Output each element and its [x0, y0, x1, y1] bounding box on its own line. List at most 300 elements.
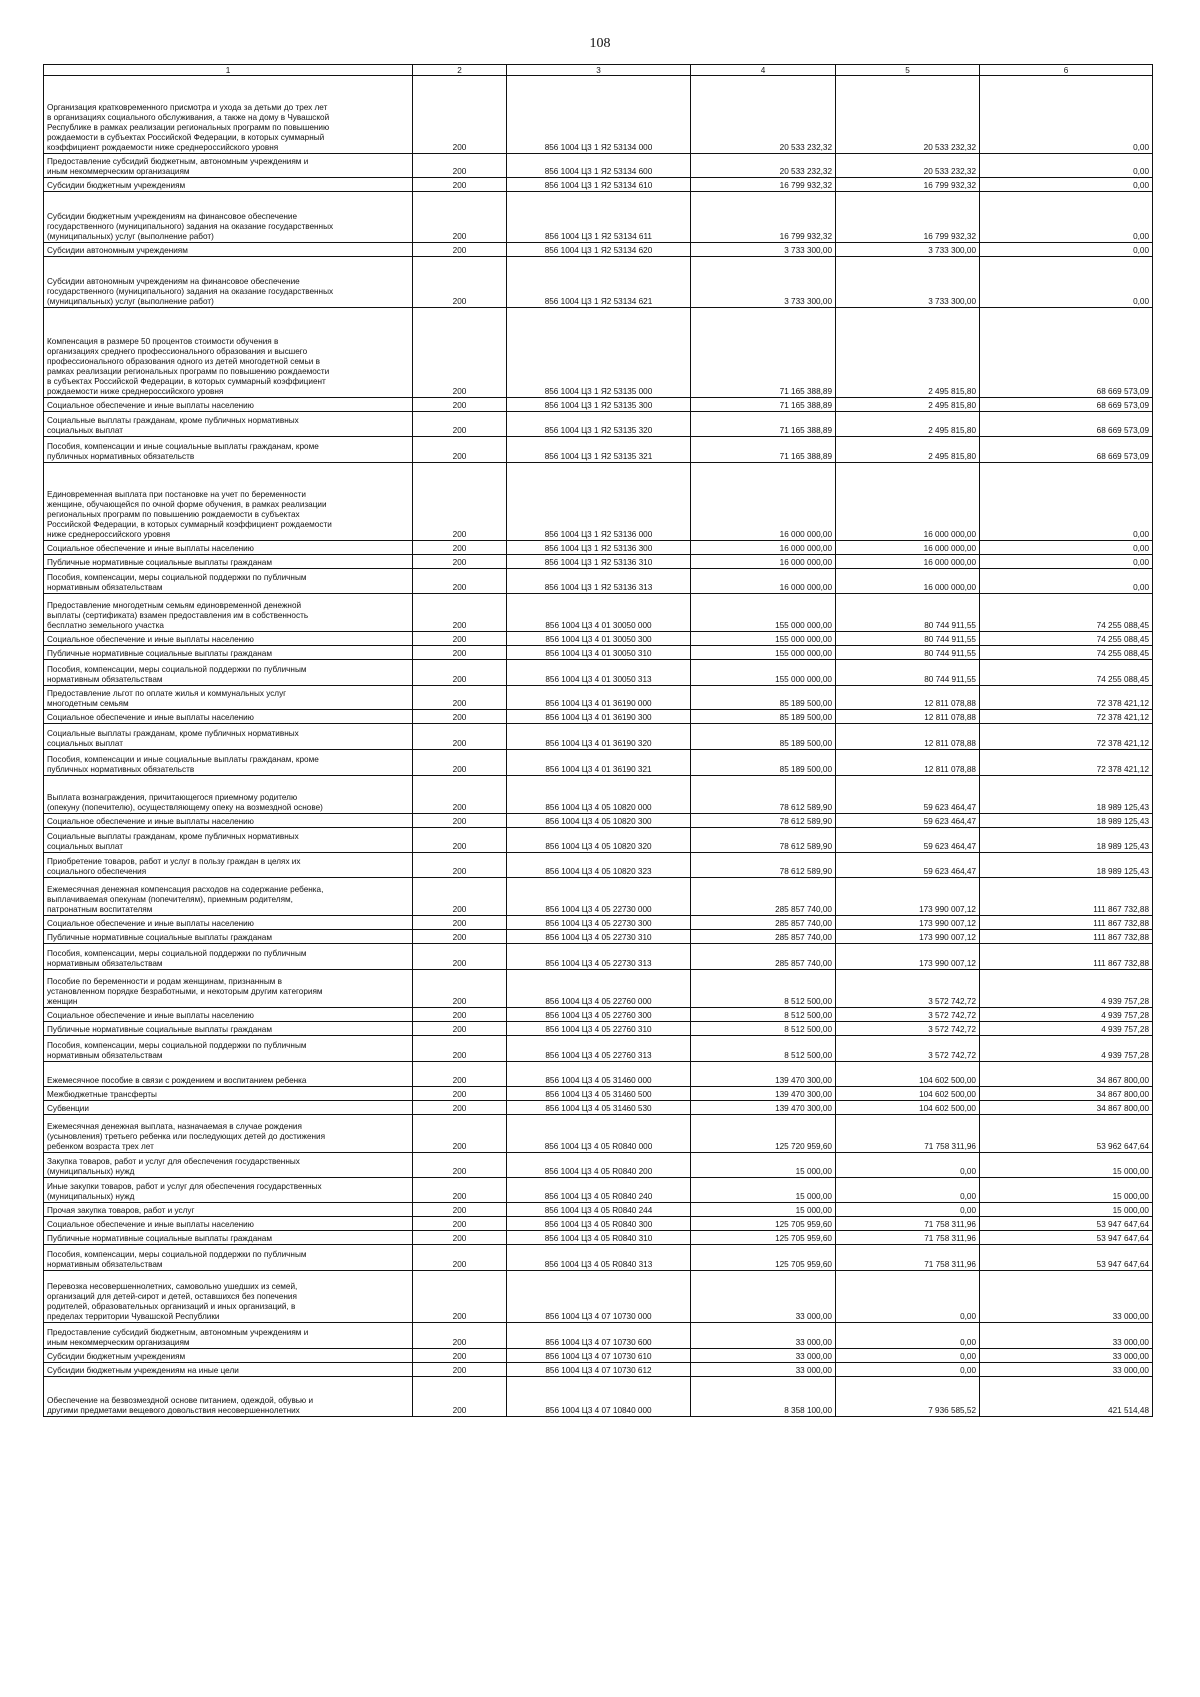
row-approved-cell: 139 470 300,00 — [691, 1087, 836, 1101]
row-kbk-cell: 856 1004 Ц3 4 05 R0840 310 — [507, 1231, 691, 1245]
row-remaining-cell: 15 000,00 — [980, 1178, 1153, 1203]
row-code-cell: 200 — [413, 814, 507, 828]
row-name-cell: Социальное обеспечение и иные выплаты населению — [44, 1217, 413, 1231]
table-row — [44, 1115, 1153, 1153]
table-row — [44, 243, 1153, 257]
row-name-cell: Пособия, компенсации, меры социальной поддержки по публичным нормативным обязательствам — [44, 569, 413, 594]
table-row — [44, 1217, 1153, 1231]
row-name-cell: Субсидии бюджетным учреждениям — [44, 178, 413, 192]
row-approved-cell: 71 165 388,89 — [691, 412, 836, 437]
table-row — [44, 541, 1153, 555]
row-remaining-cell: 72 378 421,12 — [980, 710, 1153, 724]
row-approved-cell: 8 512 500,00 — [691, 1036, 836, 1062]
row-approved-cell: 8 358 100,00 — [691, 1377, 836, 1417]
row-remaining-cell: 18 989 125,43 — [980, 853, 1153, 878]
table-row — [44, 1349, 1153, 1363]
table-row — [44, 463, 1153, 541]
table-row — [44, 632, 1153, 646]
row-remaining-cell: 72 378 421,12 — [980, 686, 1153, 710]
row-kbk-cell: 856 1004 Ц3 4 05 22730 310 — [507, 930, 691, 944]
row-kbk-cell: 856 1004 Ц3 4 05 10820 323 — [507, 853, 691, 878]
row-name-cell: Пособия, компенсации, меры социальной поддержки по публичным нормативным обязательствам — [44, 660, 413, 686]
row-approved-cell: 15 000,00 — [691, 1178, 836, 1203]
row-executed-cell: 20 533 232,32 — [836, 76, 980, 154]
row-name-cell: Субсидии бюджетным учреждениям на иные цели — [44, 1363, 413, 1377]
row-approved-cell: 85 189 500,00 — [691, 686, 836, 710]
row-remaining-cell: 0,00 — [980, 463, 1153, 541]
table-row — [44, 1363, 1153, 1377]
row-approved-cell: 125 720 959,60 — [691, 1115, 836, 1153]
row-name-cell: Прочая закупка товаров, работ и услуг — [44, 1203, 413, 1217]
row-executed-cell: 0,00 — [836, 1323, 980, 1349]
row-code-cell: 200 — [413, 1062, 507, 1087]
row-remaining-cell: 111 867 732,88 — [980, 930, 1153, 944]
row-name-cell: Субсидии автономным учреждениям — [44, 243, 413, 257]
row-name-cell: Социальное обеспечение и иные выплаты населению — [44, 1008, 413, 1022]
row-remaining-cell: 4 939 757,28 — [980, 970, 1153, 1008]
row-approved-cell: 20 533 232,32 — [691, 76, 836, 154]
row-executed-cell: 20 533 232,32 — [836, 154, 980, 178]
row-approved-cell: 285 857 740,00 — [691, 930, 836, 944]
row-remaining-cell: 72 378 421,12 — [980, 750, 1153, 776]
row-kbk-cell: 856 1004 Ц3 4 05 31460 500 — [507, 1087, 691, 1101]
row-approved-cell: 71 165 388,89 — [691, 398, 836, 412]
table-row — [44, 878, 1153, 916]
row-code-cell: 200 — [413, 412, 507, 437]
row-kbk-cell: 856 1004 Ц3 4 05 31460 530 — [507, 1101, 691, 1115]
row-kbk-cell: 856 1004 Ц3 4 07 10730 000 — [507, 1271, 691, 1323]
row-code-cell: 200 — [413, 398, 507, 412]
row-approved-cell: 125 705 959,60 — [691, 1231, 836, 1245]
row-code-cell: 200 — [413, 930, 507, 944]
row-kbk-cell: 856 1004 Ц3 1 Я2 53136 310 — [507, 555, 691, 569]
row-name-cell: Ежемесячная денежная компенсация расходов на содержание ребенка, выплачиваемая опекунам (попечителям), приемным родителям, патронатным воспитателям — [44, 878, 413, 916]
table-row — [44, 776, 1153, 814]
row-code-cell: 200 — [413, 646, 507, 660]
row-code-cell: 200 — [413, 1101, 507, 1115]
table-row — [44, 437, 1153, 463]
table-row — [44, 1022, 1153, 1036]
row-executed-cell: 3 733 300,00 — [836, 257, 980, 308]
row-code-cell: 200 — [413, 660, 507, 686]
row-executed-cell: 3 733 300,00 — [836, 243, 980, 257]
row-approved-cell: 8 512 500,00 — [691, 1008, 836, 1022]
row-code-cell: 200 — [413, 1217, 507, 1231]
row-executed-cell: 3 572 742,72 — [836, 970, 980, 1008]
row-executed-cell: 12 811 078,88 — [836, 724, 980, 750]
table-row — [44, 724, 1153, 750]
row-remaining-cell: 53 947 647,64 — [980, 1245, 1153, 1271]
row-name-cell: Социальные выплаты гражданам, кроме публичных нормативных социальных выплат — [44, 828, 413, 853]
row-kbk-cell: 856 1004 Ц3 4 05 10820 320 — [507, 828, 691, 853]
row-approved-cell: 85 189 500,00 — [691, 724, 836, 750]
row-name-cell: Закупка товаров, работ и услуг для обеспечения государственных (муниципальных) нужд — [44, 1153, 413, 1178]
table-row — [44, 660, 1153, 686]
row-kbk-cell: 856 1004 Ц3 1 Я2 53136 300 — [507, 541, 691, 555]
row-approved-cell: 33 000,00 — [691, 1363, 836, 1377]
row-kbk-cell: 856 1004 Ц3 4 05 R0840 313 — [507, 1245, 691, 1271]
row-code-cell: 200 — [413, 437, 507, 463]
row-name-cell: Публичные нормативные социальные выплаты гражданам — [44, 555, 413, 569]
row-name-cell: Предоставление льгот по оплате жилья и коммунальных услуг многодетным семьям — [44, 686, 413, 710]
row-kbk-cell: 856 1004 Ц3 1 Я2 53134 600 — [507, 154, 691, 178]
row-executed-cell: 59 623 464,47 — [836, 853, 980, 878]
row-approved-cell: 85 189 500,00 — [691, 710, 836, 724]
row-executed-cell: 16 799 932,32 — [836, 178, 980, 192]
table-row — [44, 1036, 1153, 1062]
table-row — [44, 828, 1153, 853]
table-row — [44, 594, 1153, 632]
row-executed-cell: 12 811 078,88 — [836, 750, 980, 776]
row-approved-cell: 33 000,00 — [691, 1349, 836, 1363]
row-name-cell: Социальное обеспечение и иные выплаты населению — [44, 916, 413, 930]
row-name-cell: Публичные нормативные социальные выплаты гражданам — [44, 646, 413, 660]
row-executed-cell: 16 799 932,32 — [836, 192, 980, 243]
row-code-cell: 200 — [413, 1022, 507, 1036]
row-code-cell: 200 — [413, 1087, 507, 1101]
row-kbk-cell: 856 1004 Ц3 4 01 30050 000 — [507, 594, 691, 632]
row-executed-cell: 71 758 311,96 — [836, 1115, 980, 1153]
table-row — [44, 814, 1153, 828]
row-name-cell: Субсидии автономным учреждениям на финансовое обеспечение государственного (муниципального) задания на оказание государственных (муниципальных) услуг (выполнение работ) — [44, 257, 413, 308]
row-code-cell: 200 — [413, 970, 507, 1008]
row-executed-cell: 0,00 — [836, 1153, 980, 1178]
row-executed-cell: 104 602 500,00 — [836, 1087, 980, 1101]
row-name-cell: Социальное обеспечение и иные выплаты населению — [44, 710, 413, 724]
row-kbk-cell: 856 1004 Ц3 4 05 R0840 244 — [507, 1203, 691, 1217]
row-approved-cell: 20 533 232,32 — [691, 154, 836, 178]
row-code-cell: 200 — [413, 1115, 507, 1153]
row-approved-cell: 285 857 740,00 — [691, 916, 836, 930]
row-remaining-cell: 33 000,00 — [980, 1323, 1153, 1349]
row-approved-cell: 8 512 500,00 — [691, 970, 836, 1008]
row-remaining-cell: 15 000,00 — [980, 1203, 1153, 1217]
row-name-cell: Социальное обеспечение и иные выплаты населению — [44, 814, 413, 828]
row-name-cell: Публичные нормативные социальные выплаты гражданам — [44, 1231, 413, 1245]
row-kbk-cell: 856 1004 Ц3 4 05 22730 000 — [507, 878, 691, 916]
row-executed-cell: 12 811 078,88 — [836, 710, 980, 724]
row-name-cell: Социальные выплаты гражданам, кроме публичных нормативных социальных выплат — [44, 412, 413, 437]
column-header-1: 1 — [44, 65, 413, 76]
table-row — [44, 916, 1153, 930]
table-row — [44, 1101, 1153, 1115]
row-approved-cell: 285 857 740,00 — [691, 944, 836, 970]
row-code-cell: 200 — [413, 178, 507, 192]
row-kbk-cell: 856 1004 Ц3 4 05 22760 300 — [507, 1008, 691, 1022]
table-body — [44, 76, 1153, 1417]
row-executed-cell: 173 990 007,12 — [836, 916, 980, 930]
table-row — [44, 944, 1153, 970]
row-approved-cell: 71 165 388,89 — [691, 308, 836, 398]
row-name-cell: Социальное обеспечение и иные выплаты населению — [44, 541, 413, 555]
table-row — [44, 1231, 1153, 1245]
row-approved-cell: 155 000 000,00 — [691, 660, 836, 686]
row-name-cell: Социальное обеспечение и иные выплаты населению — [44, 632, 413, 646]
row-kbk-cell: 856 1004 Ц3 4 07 10730 610 — [507, 1349, 691, 1363]
row-name-cell: Перевозка несовершеннолетних, самовольно ушедших из семей, организаций для детей-сирот и детей, оставшихся без попечения родителей, образовательных организаций и иных организаций, в пределах территории Чувашской Республики — [44, 1271, 413, 1323]
row-approved-cell: 16 000 000,00 — [691, 541, 836, 555]
table-row — [44, 750, 1153, 776]
row-executed-cell: 0,00 — [836, 1363, 980, 1377]
row-kbk-cell: 856 1004 Ц3 1 Я2 53134 620 — [507, 243, 691, 257]
row-code-cell: 200 — [413, 916, 507, 930]
row-approved-cell: 8 512 500,00 — [691, 1022, 836, 1036]
row-executed-cell: 2 495 815,80 — [836, 412, 980, 437]
row-kbk-cell: 856 1004 Ц3 4 05 R0840 240 — [507, 1178, 691, 1203]
row-approved-cell: 85 189 500,00 — [691, 750, 836, 776]
table-row — [44, 257, 1153, 308]
row-remaining-cell: 68 669 573,09 — [980, 412, 1153, 437]
row-name-cell: Межбюджетные трансферты — [44, 1087, 413, 1101]
row-kbk-cell: 856 1004 Ц3 4 05 22730 313 — [507, 944, 691, 970]
row-executed-cell: 104 602 500,00 — [836, 1101, 980, 1115]
row-name-cell: Организация кратковременного присмотра и ухода за детьми до трех лет в организациях социального обслуживания, а также на дому в Чувашской Республике в рамках реализации региональных программ по повышению рождаемости в субъектах Российской Федерации, в которых суммарный коэффициент рождаемости ниже среднероссийского уровня — [44, 76, 413, 154]
row-kbk-cell: 856 1004 Ц3 4 07 10730 600 — [507, 1323, 691, 1349]
table-row — [44, 398, 1153, 412]
table-row — [44, 686, 1153, 710]
row-kbk-cell: 856 1004 Ц3 4 05 10820 300 — [507, 814, 691, 828]
row-approved-cell: 78 612 589,90 — [691, 814, 836, 828]
row-approved-cell: 16 000 000,00 — [691, 463, 836, 541]
row-name-cell: Пособия, компенсации и иные социальные выплаты гражданам, кроме публичных нормативных обязательств — [44, 750, 413, 776]
row-remaining-cell: 68 669 573,09 — [980, 398, 1153, 412]
row-kbk-cell: 856 1004 Ц3 4 05 R0840 200 — [507, 1153, 691, 1178]
row-remaining-cell: 18 989 125,43 — [980, 828, 1153, 853]
row-remaining-cell: 34 867 800,00 — [980, 1087, 1153, 1101]
row-executed-cell: 173 990 007,12 — [836, 930, 980, 944]
row-executed-cell: 3 572 742,72 — [836, 1022, 980, 1036]
row-code-cell: 200 — [413, 710, 507, 724]
row-kbk-cell: 856 1004 Ц3 4 07 10840 000 — [507, 1377, 691, 1417]
table-row — [44, 412, 1153, 437]
row-executed-cell: 80 744 911,55 — [836, 632, 980, 646]
row-executed-cell: 7 936 585,52 — [836, 1377, 980, 1417]
row-remaining-cell: 68 669 573,09 — [980, 308, 1153, 398]
table-row — [44, 1178, 1153, 1203]
row-approved-cell: 16 000 000,00 — [691, 569, 836, 594]
column-numbers-row — [44, 65, 1153, 76]
row-code-cell: 200 — [413, 192, 507, 243]
row-kbk-cell: 856 1004 Ц3 4 05 22760 310 — [507, 1022, 691, 1036]
row-remaining-cell: 0,00 — [980, 76, 1153, 154]
row-remaining-cell: 111 867 732,88 — [980, 878, 1153, 916]
row-kbk-cell: 856 1004 Ц3 4 05 R0840 300 — [507, 1217, 691, 1231]
row-name-cell: Публичные нормативные социальные выплаты гражданам — [44, 1022, 413, 1036]
row-code-cell: 200 — [413, 555, 507, 569]
column-header-4: 4 — [691, 65, 836, 76]
row-approved-cell: 3 733 300,00 — [691, 243, 836, 257]
table-row — [44, 192, 1153, 243]
row-remaining-cell: 34 867 800,00 — [980, 1062, 1153, 1087]
row-executed-cell: 0,00 — [836, 1178, 980, 1203]
row-executed-cell: 0,00 — [836, 1271, 980, 1323]
row-approved-cell: 155 000 000,00 — [691, 646, 836, 660]
row-code-cell: 200 — [413, 878, 507, 916]
row-code-cell: 200 — [413, 569, 507, 594]
row-code-cell: 200 — [413, 1153, 507, 1178]
table-row — [44, 178, 1153, 192]
row-approved-cell: 16 799 932,32 — [691, 192, 836, 243]
row-name-cell: Обеспечение на безвозмездной основе питанием, одеждой, обувью и другими предметами вещевого довольствия несовершеннолетних — [44, 1377, 413, 1417]
row-remaining-cell: 74 255 088,45 — [980, 594, 1153, 632]
row-name-cell: Приобретение товаров, работ и услуг в пользу граждан в целях их социального обеспечения — [44, 853, 413, 878]
row-remaining-cell: 72 378 421,12 — [980, 724, 1153, 750]
row-executed-cell: 80 744 911,55 — [836, 646, 980, 660]
row-name-cell: Единовременная выплата при постановке на учет по беременности женщине, обучающейся по очной форме обучения, в рамках реализации региональных программ по повышению рождаемости в субъектах Российской Федерации, в которых суммарный коэффициент рождаемости ниже среднероссийского уровня — [44, 463, 413, 541]
row-code-cell: 200 — [413, 1245, 507, 1271]
row-remaining-cell: 68 669 573,09 — [980, 437, 1153, 463]
row-executed-cell: 59 623 464,47 — [836, 814, 980, 828]
row-executed-cell: 0,00 — [836, 1349, 980, 1363]
row-approved-cell: 16 799 932,32 — [691, 178, 836, 192]
row-executed-cell: 3 572 742,72 — [836, 1008, 980, 1022]
row-name-cell: Компенсация в размере 50 процентов стоимости обучения в организациях среднего профессионального образования и высшего профессионального образования одного из детей многодетной семьи в рамках реализации региональных программ по повышению рождаемости в субъектах Российской Федерации, в которых суммарный коэффициент рождаемости ниже среднероссийского уровня — [44, 308, 413, 398]
row-remaining-cell: 0,00 — [980, 569, 1153, 594]
row-code-cell: 200 — [413, 828, 507, 853]
row-approved-cell: 78 612 589,90 — [691, 776, 836, 814]
row-executed-cell: 3 572 742,72 — [836, 1036, 980, 1062]
row-code-cell: 200 — [413, 1323, 507, 1349]
row-name-cell: Пособие по беременности и родам женщинам, признанным в установленном порядке безработными, и некоторым другим категориям женщин — [44, 970, 413, 1008]
row-name-cell: Предоставление субсидий бюджетным, автономным учреждениям и иным некоммерческим организациям — [44, 1323, 413, 1349]
column-header-3: 3 — [507, 65, 691, 76]
row-name-cell: Социальное обеспечение и иные выплаты населению — [44, 398, 413, 412]
table-row — [44, 1323, 1153, 1349]
row-name-cell: Социальные выплаты гражданам, кроме публичных нормативных социальных выплат — [44, 724, 413, 750]
row-executed-cell: 104 602 500,00 — [836, 1062, 980, 1087]
row-remaining-cell: 33 000,00 — [980, 1271, 1153, 1323]
table-row — [44, 1271, 1153, 1323]
row-remaining-cell: 33 000,00 — [980, 1349, 1153, 1363]
row-name-cell: Ежемесячное пособие в связи с рождением и воспитанием ребенка — [44, 1062, 413, 1087]
row-remaining-cell: 33 000,00 — [980, 1363, 1153, 1377]
row-executed-cell: 71 758 311,96 — [836, 1231, 980, 1245]
table-row — [44, 970, 1153, 1008]
row-code-cell: 200 — [413, 1178, 507, 1203]
row-kbk-cell: 856 1004 Ц3 1 Я2 53134 621 — [507, 257, 691, 308]
row-kbk-cell: 856 1004 Ц3 1 Я2 53135 000 — [507, 308, 691, 398]
row-approved-cell: 139 470 300,00 — [691, 1062, 836, 1087]
row-name-cell: Субвенции — [44, 1101, 413, 1115]
row-code-cell: 200 — [413, 1271, 507, 1323]
row-kbk-cell: 856 1004 Ц3 4 01 36190 000 — [507, 686, 691, 710]
table-row — [44, 853, 1153, 878]
row-approved-cell: 33 000,00 — [691, 1323, 836, 1349]
row-approved-cell: 3 733 300,00 — [691, 257, 836, 308]
row-executed-cell: 71 758 311,96 — [836, 1217, 980, 1231]
row-kbk-cell: 856 1004 Ц3 4 05 R0840 000 — [507, 1115, 691, 1153]
table-row — [44, 1062, 1153, 1087]
row-code-cell: 200 — [413, 1008, 507, 1022]
row-remaining-cell: 4 939 757,28 — [980, 1008, 1153, 1022]
table-row — [44, 646, 1153, 660]
row-remaining-cell: 4 939 757,28 — [980, 1036, 1153, 1062]
table-row — [44, 710, 1153, 724]
row-remaining-cell: 0,00 — [980, 555, 1153, 569]
budget-table — [43, 64, 1153, 1417]
table-row — [44, 154, 1153, 178]
row-executed-cell: 16 000 000,00 — [836, 463, 980, 541]
row-executed-cell: 173 990 007,12 — [836, 878, 980, 916]
table-row — [44, 569, 1153, 594]
row-approved-cell: 78 612 589,90 — [691, 853, 836, 878]
row-code-cell: 200 — [413, 853, 507, 878]
row-executed-cell: 80 744 911,55 — [836, 660, 980, 686]
row-kbk-cell: 856 1004 Ц3 4 05 31460 000 — [507, 1062, 691, 1087]
column-header-2: 2 — [413, 65, 507, 76]
row-kbk-cell: 856 1004 Ц3 4 01 30050 310 — [507, 646, 691, 660]
row-executed-cell: 16 000 000,00 — [836, 555, 980, 569]
row-name-cell: Иные закупки товаров, работ и услуг для обеспечения государственных (муниципальных) нужд — [44, 1178, 413, 1203]
row-executed-cell: 2 495 815,80 — [836, 437, 980, 463]
row-kbk-cell: 856 1004 Ц3 1 Я2 53135 300 — [507, 398, 691, 412]
row-name-cell: Пособия, компенсации и иные социальные выплаты гражданам, кроме публичных нормативных обязательств — [44, 437, 413, 463]
row-kbk-cell: 856 1004 Ц3 1 Я2 53136 000 — [507, 463, 691, 541]
row-name-cell: Предоставление многодетным семьям единовременной денежной выплаты (сертификата) взамен предоставления им в собственность бесплатно земельного участка — [44, 594, 413, 632]
row-executed-cell: 12 811 078,88 — [836, 686, 980, 710]
row-approved-cell: 285 857 740,00 — [691, 878, 836, 916]
row-remaining-cell: 0,00 — [980, 243, 1153, 257]
row-approved-cell: 33 000,00 — [691, 1271, 836, 1323]
table-row — [44, 555, 1153, 569]
row-remaining-cell: 74 255 088,45 — [980, 646, 1153, 660]
row-code-cell: 200 — [413, 776, 507, 814]
row-approved-cell: 155 000 000,00 — [691, 632, 836, 646]
table-row — [44, 1087, 1153, 1101]
row-approved-cell: 139 470 300,00 — [691, 1101, 836, 1115]
row-remaining-cell: 111 867 732,88 — [980, 916, 1153, 930]
row-code-cell: 200 — [413, 463, 507, 541]
row-approved-cell: 15 000,00 — [691, 1153, 836, 1178]
row-kbk-cell: 856 1004 Ц3 4 05 22760 313 — [507, 1036, 691, 1062]
table-row — [44, 1203, 1153, 1217]
row-code-cell: 200 — [413, 1203, 507, 1217]
row-executed-cell: 173 990 007,12 — [836, 944, 980, 970]
row-code-cell: 200 — [413, 1377, 507, 1417]
page-number: 108 — [589, 36, 611, 51]
row-executed-cell: 80 744 911,55 — [836, 594, 980, 632]
row-remaining-cell: 0,00 — [980, 257, 1153, 308]
row-remaining-cell: 421 514,48 — [980, 1377, 1153, 1417]
row-remaining-cell: 0,00 — [980, 178, 1153, 192]
row-kbk-cell: 856 1004 Ц3 1 Я2 53134 611 — [507, 192, 691, 243]
row-kbk-cell: 856 1004 Ц3 4 01 36190 321 — [507, 750, 691, 776]
table-row — [44, 1008, 1153, 1022]
row-approved-cell: 125 705 959,60 — [691, 1245, 836, 1271]
row-kbk-cell: 856 1004 Ц3 4 05 22760 000 — [507, 970, 691, 1008]
row-code-cell: 200 — [413, 308, 507, 398]
row-code-cell: 200 — [413, 1231, 507, 1245]
row-remaining-cell: 53 947 647,64 — [980, 1217, 1153, 1231]
row-kbk-cell: 856 1004 Ц3 4 05 10820 000 — [507, 776, 691, 814]
row-kbk-cell: 856 1004 Ц3 1 Я2 53136 313 — [507, 569, 691, 594]
row-code-cell: 200 — [413, 632, 507, 646]
row-name-cell: Пособия, компенсации, меры социальной поддержки по публичным нормативным обязательствам — [44, 1245, 413, 1271]
row-name-cell: Предоставление субсидий бюджетным, автономным учреждениям и иным некоммерческим организациям — [44, 154, 413, 178]
row-remaining-cell: 53 962 647,64 — [980, 1115, 1153, 1153]
row-executed-cell: 16 000 000,00 — [836, 541, 980, 555]
row-approved-cell: 16 000 000,00 — [691, 555, 836, 569]
row-name-cell: Ежемесячная денежная выплата, назначаемая в случае рождения (усыновления) третьего ребенка или последующих детей до достижения ребенком возраста трех лет — [44, 1115, 413, 1153]
row-kbk-cell: 856 1004 Ц3 4 01 36190 320 — [507, 724, 691, 750]
row-kbk-cell: 856 1004 Ц3 4 01 30050 313 — [507, 660, 691, 686]
row-executed-cell: 71 758 311,96 — [836, 1245, 980, 1271]
row-remaining-cell: 18 989 125,43 — [980, 776, 1153, 814]
row-approved-cell: 125 705 959,60 — [691, 1217, 836, 1231]
row-remaining-cell: 111 867 732,88 — [980, 944, 1153, 970]
row-kbk-cell: 856 1004 Ц3 4 07 10730 612 — [507, 1363, 691, 1377]
row-code-cell: 200 — [413, 944, 507, 970]
